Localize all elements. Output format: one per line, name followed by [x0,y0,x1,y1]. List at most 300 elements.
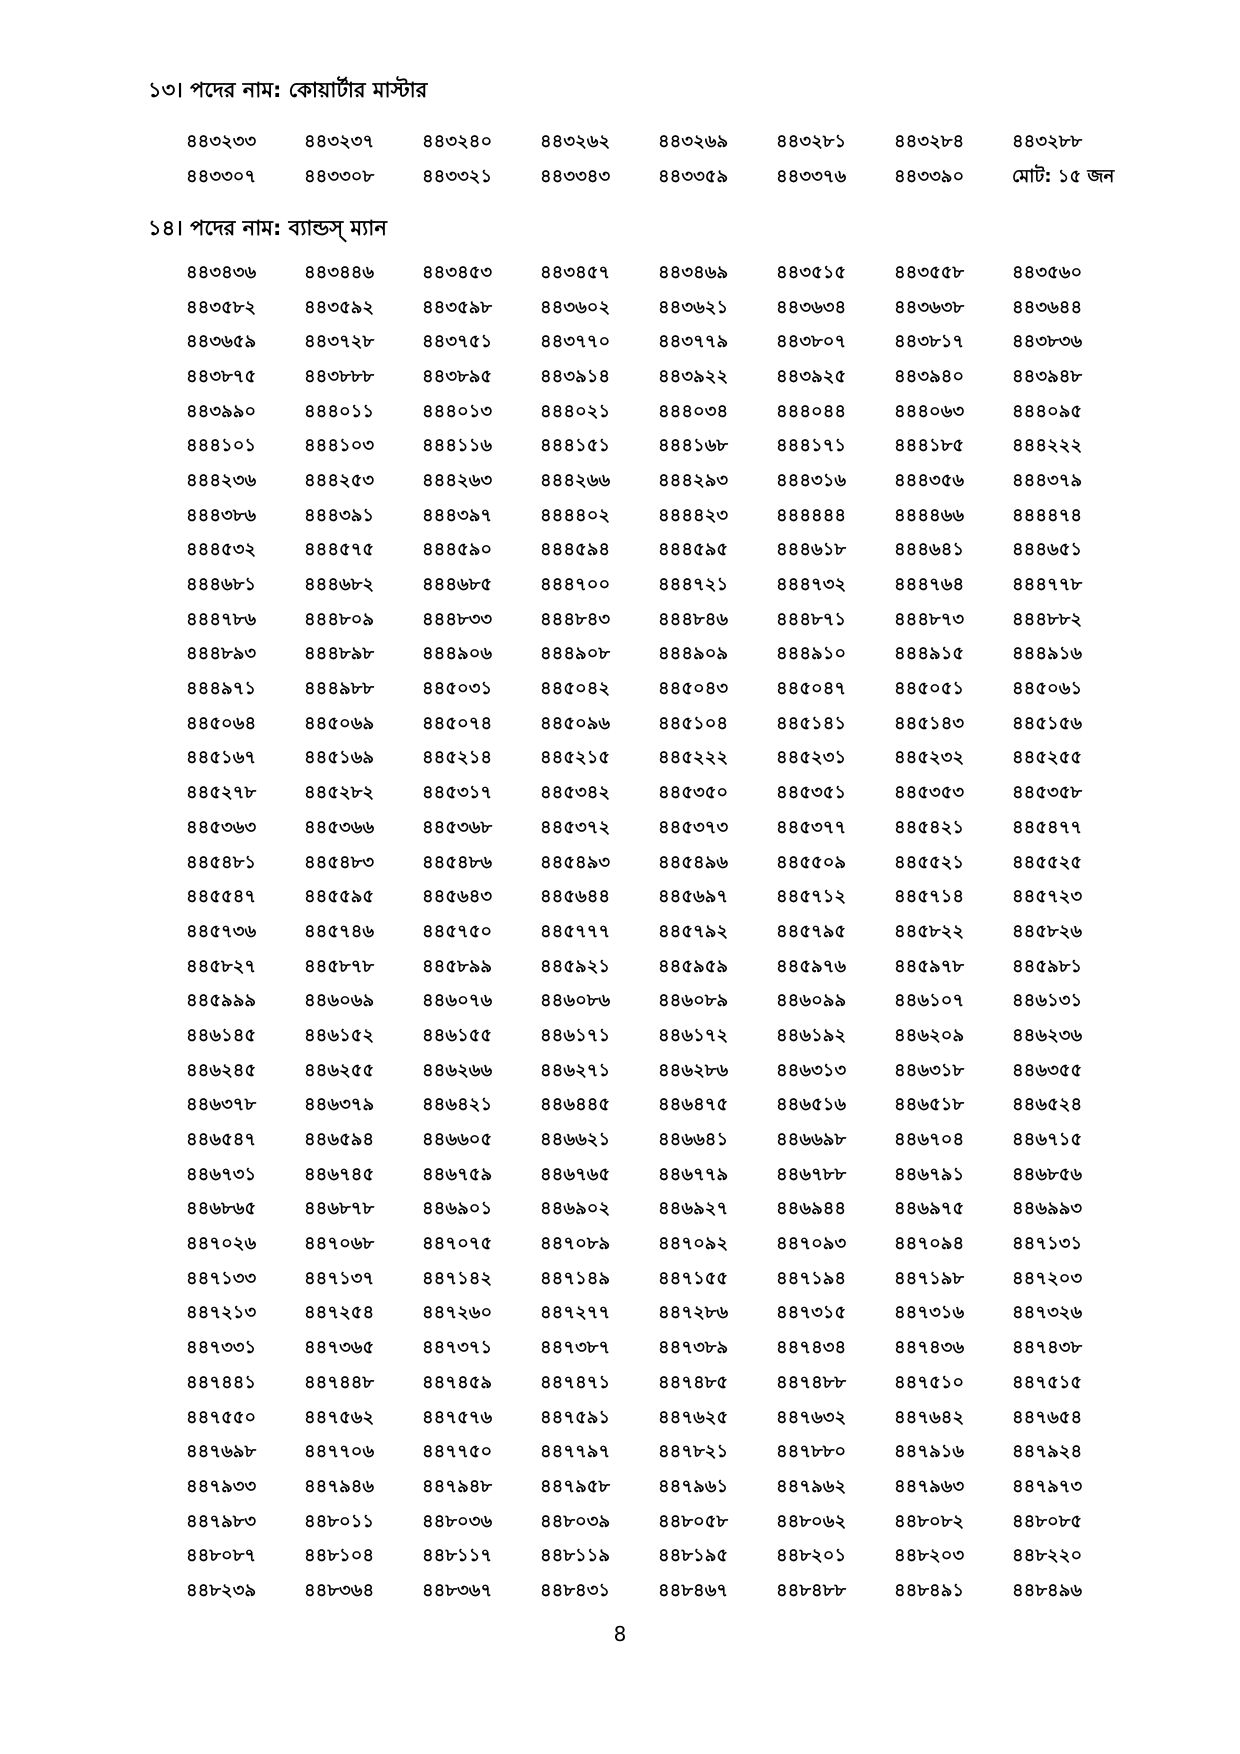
roll-number: ৪৪৪৪৪৪ [776,504,847,526]
roll-number: ৪৪৭৩৬৫ [304,1337,375,1359]
roll-number: ৪৪৩২৮১ [776,130,847,152]
roll-number: ৪৪৪২৬৩ [422,469,493,491]
roll-number: ৪৪৫৯৭৮ [894,955,965,977]
roll-number: ৪৪৩৭২৮ [304,331,375,353]
roll-number: ৪৪৭৫৫০ [186,1406,257,1428]
roll-number: ৪৪৩৮৩৬ [1012,331,1083,353]
roll-number: ৪৪৫০৭৪ [422,712,493,734]
table-row [186,1054,1132,1089]
roll-number: ৪৪৫০৬১ [1012,678,1083,700]
roll-number: ৪৪৬৩১৩ [776,1059,847,1081]
roll-number: ৪৪৭৫৭৬ [422,1406,493,1428]
roll-number-grid-quarter-master [186,125,1132,194]
roll-number: ৪৪৭৪৮৮ [776,1371,847,1393]
roll-number: ৪৪৫৩১৭ [422,782,493,804]
roll-number: ৪৪৫২১৪ [422,747,493,769]
roll-number: ৪৪৭৮৮০ [776,1441,847,1463]
roll-number: ৪৪৭৯১৬ [894,1441,965,1463]
roll-number: ৪৪৫৭৯২ [658,920,729,942]
roll-number: ৪৪৭৯৩৩ [186,1475,257,1497]
roll-number: ৪৪৭২০৩ [1012,1267,1083,1289]
roll-number: ৪৪৮১০৪ [304,1545,375,1567]
roll-number: ৪৪৩৭৫১ [422,331,493,353]
roll-number: ৪৪৫২৩১ [776,747,847,769]
roll-number: ৪৪৩৪৫৭ [540,261,611,283]
roll-number: ৪৪৬৯২৭ [658,1198,729,1220]
roll-number: ৪৪৬২৬৬ [422,1059,493,1081]
roll-number: ৪৪৬০৬৯ [304,990,375,1012]
roll-number: ৪৪৪৮৭১ [776,608,847,630]
roll-number: ৪৪৬৫৪৭ [186,1129,257,1151]
roll-number: ৪৪৫০৯৬ [540,712,611,734]
roll-number: ৪৪৭০৭৫ [422,1233,493,1255]
roll-number: ৪৪৭৩১৫ [776,1302,847,1324]
roll-number: ৪৪৬২৭১ [540,1059,611,1081]
page-number: 8 [613,1622,627,1646]
roll-number: ৪৪৫৬৪৩ [422,886,493,908]
roll-number: ৪৪৩৮৭৫ [186,365,257,387]
roll-number: ৪৪৩৩২১ [422,165,493,187]
roll-number: ৪৪৫৯৭৬ [776,955,847,977]
roll-number: ৪৪৮৩৬৪ [304,1579,375,1601]
roll-number: ৪৪৫৪৯৬ [658,851,729,873]
roll-number: ৪৪৬৭০৪ [894,1129,965,1151]
roll-number: ৪৪৭৩৭১ [422,1337,493,1359]
table-row [186,811,1132,846]
table-row [186,1158,1132,1193]
roll-number: ৪৪৭৪৫৯ [422,1371,493,1393]
roll-number: ৪৪৭৪৩৪ [776,1337,847,1359]
roll-number: ৪৪৮০১১ [304,1510,375,1532]
roll-number: ৪৪৭৯২৪ [1012,1441,1083,1463]
roll-number: ৪৪৩৩০৮ [304,165,375,187]
roll-number: ৪৪৪৮৪৬ [658,608,729,630]
roll-number: ৪৪৫২৫৫ [1012,747,1083,769]
roll-number: ৪৪৮০৮৫ [1012,1510,1083,1532]
roll-number: ৪৪৪৯১০ [776,643,847,665]
table-row [186,638,1132,673]
roll-number: ৪৪৭৭০৬ [304,1441,375,1463]
roll-number: ৪৪৫১৬৭ [186,747,257,769]
roll-number: ৪৪৩২৩৩ [186,130,257,152]
roll-number: ৪৪৭৩৩১ [186,1337,257,1359]
roll-number: ৪৪৪১৬৮ [658,435,729,457]
roll-number: ৪৪৩৪৫৩ [422,261,493,283]
roll-number: ৪৪৮৪৩১ [540,1579,611,1601]
roll-number: ৪৪৪১৮৫ [894,435,965,457]
roll-number: ৪৪৬৭৫৯ [422,1163,493,1185]
roll-number: ৪৪৩৫৯৮ [422,296,493,318]
roll-number: ৪৪৮০৩৯ [540,1510,611,1532]
roll-number: ৪৪৫৭৩৬ [186,920,257,942]
roll-number: ৪৪৬১৪৫ [186,1024,257,1046]
roll-number: ৪৪৩৪৬৯ [658,261,729,283]
roll-number: ৪৪৭৯৫৮ [540,1475,611,1497]
roll-number: ৪৪৫৭৫০ [422,920,493,942]
roll-number: ৪৪৫৮২৭ [186,955,257,977]
roll-number: ৪৪৫২৩২ [894,747,965,769]
table-row [186,1470,1132,1505]
roll-number: ৪৪৬১৭১ [540,1024,611,1046]
roll-number: ৪৪৬৫১৮ [894,1094,965,1116]
roll-number: ৪৪৬৯৭৫ [894,1198,965,1220]
roll-number: ৪৪৩২৬৯ [658,130,729,152]
roll-number: ৪৪৫৬৪৪ [540,886,611,908]
roll-number: ৪৪৩৩৯০ [894,165,965,187]
roll-number: ৪৪৮০৬২ [776,1510,847,1532]
roll-number: ৪৪৭১৪৯ [540,1267,611,1289]
roll-number: ৪৪৭০৯৩ [776,1233,847,1255]
roll-number: ৪৪৪৫৯০ [422,539,493,561]
roll-number: ৪৪৬৯০১ [422,1198,493,1220]
roll-number: ৪৪৬৩১৮ [894,1059,965,1081]
roll-number: ৪৪৬৭৯১ [894,1163,965,1185]
roll-number: ৪৪৪২৬৬ [540,469,611,491]
table-row [186,742,1132,777]
roll-number: ৪৪৬৭৭৯ [658,1163,729,1185]
roll-number: ৪৪৫৩৫৮ [1012,782,1083,804]
roll-number: ৪৪৩৬৩৪ [776,296,847,318]
roll-number: ৪৪৬৬০৫ [422,1129,493,1151]
roll-number: ৪৪৩৬৫৯ [186,331,257,353]
roll-number: ৪৪৩৫৫৮ [894,261,965,283]
roll-number: ৪৪৪০২১ [540,400,611,422]
roll-number: ৪৪৪০৩৪ [658,400,729,422]
roll-number: ৪৪৫৩৬৮ [422,816,493,838]
roll-number: ৪৪৫৭১৪ [894,886,965,908]
roll-number: ৪৪৪৭০০ [540,574,611,596]
roll-number: ৪৪৫৩৭৩ [658,816,729,838]
roll-number: ৪৪৫৫২৫ [1012,851,1083,873]
roll-number: ৪৪৩৬৪৪ [1012,296,1083,318]
roll-number: ৪৪৮১১৭ [422,1545,493,1567]
roll-number: ৪৪৫০৪৩ [658,678,729,700]
roll-number: ৪৪৩৩৪৩ [540,165,611,187]
roll-number: ৪৪৪৩১৬ [776,469,847,491]
roll-number: ৪৪৩৫৯২ [304,296,375,318]
roll-number: ৪৪৮১৯৫ [658,1545,729,1567]
roll-number: ৪৪৪৮৮২ [1012,608,1083,630]
roll-number: ৪৪৪৯৭১ [186,678,257,700]
roll-number: ৪৪৪৮৩৩ [422,608,493,630]
roll-number: ৪৪৩২৪০ [422,130,493,152]
roll-number: ৪৪৫৫৯৫ [304,886,375,908]
roll-number: ৪৪৬৯৪৪ [776,1198,847,1220]
table-row [186,846,1132,881]
roll-number: ৪৪৮২২০ [1012,1545,1083,1567]
roll-number: ৪৪৪৫৯৫ [658,539,729,561]
roll-number: ৪৪৭৬৫৪ [1012,1406,1083,1428]
roll-number: ৪৪৫০৬৪ [186,712,257,734]
roll-number: ৪৪৬৮৬৫ [186,1198,257,1220]
roll-number: ৪৪৭৯৬৩ [894,1475,965,1497]
roll-number: ৪৪৫৩৬৩ [186,816,257,838]
roll-number: ৪৪৭৬৩২ [776,1406,847,1428]
roll-number: ৪৪৭৪৪৮ [304,1371,375,1393]
roll-number: ৪৪৪২৯৩ [658,469,729,491]
roll-number: ৪৪৫৮২৬ [1012,920,1083,942]
roll-number: ৪৪৫০৪২ [540,678,611,700]
roll-number: ৪৪৫০৪৭ [776,678,847,700]
roll-number: ৪৪৩৬২১ [658,296,729,318]
roll-number: ৪৪৪০৯৫ [1012,400,1083,422]
roll-number: ৪৪৫৭২৩ [1012,886,1083,908]
roll-number: ৪৪৩৩০৭ [186,165,257,187]
roll-number: ৪৪৪৪৬৬ [894,504,965,526]
roll-number: ৪৪৭৫৬২ [304,1406,375,1428]
roll-number: ৪৪৭৪৮৫ [658,1371,729,1393]
roll-number: ৪৪৮৪৮৮ [776,1579,847,1601]
roll-number: ৪৪৫৯৮১ [1012,955,1083,977]
roll-number: ৪৪৪৭৮৬ [186,608,257,630]
roll-number: ৪৪৩৮৯৫ [422,365,493,387]
roll-number: ৪৪৫১৪১ [776,712,847,734]
roll-number: ৪৪৫৮৯৯ [422,955,493,977]
roll-number: ৪৪৫৩৫৩ [894,782,965,804]
roll-number: ৪৪৫৯৯৯ [186,990,257,1012]
roll-number: ৪৪৬৯৯৩ [1012,1198,1083,1220]
roll-number: ৪৪৭২৫৪ [304,1302,375,1324]
roll-number: ৪৪৪৮৯৮ [304,643,375,665]
roll-number: ৪৪৫৩৫১ [776,782,847,804]
roll-number: ৪৪৩৪৪৬ [304,261,375,283]
table-row [186,950,1132,985]
roll-number: ৪৪৫৮২২ [894,920,965,942]
table-row [186,1089,1132,1124]
roll-number: ৪৪৬১৯২ [776,1024,847,1046]
roll-number: ৪৪৮৪৬৭ [658,1579,729,1601]
roll-number: ৪৪৭৩২৬ [1012,1302,1083,1324]
table-row [186,984,1132,1019]
roll-number: ৪৪৫৪৭৭ [1012,816,1083,838]
table-row [186,915,1132,950]
roll-number: ৪৪৪৪০২ [540,504,611,526]
roll-number: ৪৪৭০২৬ [186,1233,257,1255]
roll-number: ৪৪৪৩৭৯ [1012,469,1083,491]
roll-number: ৪৪৬৫৯৪ [304,1129,375,1151]
roll-number: ৪৪৩৮৮৮ [304,365,375,387]
roll-number: ৪৪৪৫৭৫ [304,539,375,561]
roll-number: ৪৪৩৮০৭ [776,331,847,353]
roll-number: ৪৪৭১৫৫ [658,1267,729,1289]
roll-number: ৪৪৩২৮৮ [1012,130,1083,152]
roll-number: ৪৪৫১০৪ [658,712,729,734]
roll-number: ৪৪৩৯২২ [658,365,729,387]
roll-number: ৪৪৮৪৯১ [894,1579,965,1601]
roll-number: ৪৪৫৮৭৮ [304,955,375,977]
roll-number: ৪৪৪৯০৮ [540,643,611,665]
roll-number: ৪৪৪৬১৮ [776,539,847,561]
roll-number: ৪৪৪৩৫৬ [894,469,965,491]
roll-number: ৪৪৭৯৬২ [776,1475,847,1497]
roll-number: ৪৪৪০৬৩ [894,400,965,422]
table-row [186,256,1132,291]
roll-number: ৪৪৬২৩৬ [1012,1024,1083,1046]
roll-number: ৪৪৭০৮৯ [540,1233,611,1255]
roll-number: ৪৪৬১৫২ [304,1024,375,1046]
roll-number: ৪৪৪৯১৫ [894,643,965,665]
roll-number: ৪৪৪৬৫১ [1012,539,1083,561]
roll-number: ৪৪৬৭৬৫ [540,1163,611,1185]
roll-number: ৪৪৭৫১৫ [1012,1371,1083,1393]
roll-number-grid-bandsman [186,256,1132,1609]
roll-number: ৪৪৩৬০২ [540,296,611,318]
roll-number: ৪৪৫৪৯৩ [540,851,611,873]
table-row [186,1193,1132,1228]
roll-number: ৪৪৫৪৮১ [186,851,257,873]
table-row [186,534,1132,569]
roll-number: ৪৪৭২৮৬ [658,1302,729,1324]
roll-number: ৪৪৫১৪৩ [894,712,965,734]
table-row [186,1539,1132,1574]
total-count: মোট: ১৫ জন [1012,165,1115,187]
roll-number: ৪৪৪০১৩ [422,400,493,422]
roll-number: ৪৪৬৭৮৮ [776,1163,847,1185]
roll-number: ৪৪৪১৭১ [776,435,847,457]
roll-number: ৪৪৬৪২১ [422,1094,493,1116]
roll-number: ৪৪৬৬৪১ [658,1129,729,1151]
roll-number: ৪৪৭৫৯১ [540,1406,611,1428]
roll-number: ৪৪৭৪৩৮ [1012,1337,1083,1359]
roll-number: ৪৪৪৭২১ [658,574,729,596]
table-row [186,776,1132,811]
roll-number: ৪৪৫৫২১ [894,851,965,873]
roll-number: ৪৪৩৪৩৬ [186,261,257,283]
roll-number: ৪৪৩৩৫৯ [658,165,729,187]
table-row [186,125,1132,160]
roll-number: ৪৪৬০৯৯ [776,990,847,1012]
table-row [186,1227,1132,1262]
roll-number: ৪৪৪১১৬ [422,435,493,457]
table-row [186,1019,1132,1054]
roll-number: ৪৪৭৪৩৬ [894,1337,965,1359]
table-row [186,499,1132,534]
roll-number: ৪৪৪২৫৩ [304,469,375,491]
roll-number: ৪৪৫১৫৬ [1012,712,1083,734]
roll-number: ৪৪৩৫১৫ [776,261,847,283]
roll-number: ৪৪৬১৭২ [658,1024,729,1046]
roll-number: ৪৪৭৯৬১ [658,1475,729,1497]
table-row [186,291,1132,326]
roll-number: ৪৪৫৯৫৯ [658,955,729,977]
roll-number: ৪৪৬৫২৪ [1012,1094,1083,1116]
roll-number: ৪৪৬৪৪৫ [540,1094,611,1116]
roll-number: ৪৪৫২১৫ [540,747,611,769]
roll-number: ৪৪৫৯২১ [540,955,611,977]
roll-number: ৪৪৬১০৭ [894,990,965,1012]
roll-number: ৪৪৩৯১৪ [540,365,611,387]
roll-number: ৪৪৫৭৪৬ [304,920,375,942]
table-row [186,1331,1132,1366]
table-row [186,672,1132,707]
roll-number: ৪৪৫৪৮৩ [304,851,375,873]
roll-number: ৪৪৭৭৯৭ [540,1441,611,1463]
roll-number: ৪৪৭২৬০ [422,1302,493,1324]
roll-number: ৪৪৪৮৯৩ [186,643,257,665]
roll-number: ৪৪৫০৫১ [894,678,965,700]
roll-number: ৪৪৩২৩৭ [304,130,375,152]
roll-number: ৪৪৩২৮৪ [894,130,965,152]
roll-number: ৪৪৪০৪৪ [776,400,847,422]
roll-number: ৪৪৬৬২১ [540,1129,611,1151]
roll-number: ৪৪৩৯৪৮ [1012,365,1083,387]
roll-number: ৪৪৪৯০৯ [658,643,729,665]
table-row [186,1505,1132,1540]
table-row [186,707,1132,742]
roll-number: ৪৪৪৯৮৮ [304,678,375,700]
roll-number: ৪৪৭৯৪৮ [422,1475,493,1497]
roll-number: ৪৪৮০৮২ [894,1510,965,1532]
roll-number: ৪৪৪৮০৯ [304,608,375,630]
roll-number: ৪৪৬৩৭৮ [186,1094,257,1116]
roll-number: ৪৪৬৩৫৫ [1012,1059,1083,1081]
roll-number: ৪৪৫৩৪২ [540,782,611,804]
roll-number: ৪৪৩৭৭০ [540,331,611,353]
roll-number: ৪৪৫৬৯৭ [658,886,729,908]
roll-number: ৪৪৪১৫১ [540,435,611,457]
roll-number: ৪৪৮৩৬৭ [422,1579,493,1601]
table-row [186,395,1132,430]
table-row [186,360,1132,395]
table-row [186,1401,1132,1436]
roll-number: ৪৪৫১৬৯ [304,747,375,769]
roll-number: ৪৪৪৬৮৫ [422,574,493,596]
table-row [186,325,1132,360]
table-row [186,1262,1132,1297]
roll-number: ৪৪৪৭৩২ [776,574,847,596]
roll-number: ৪৪৬৩৭৯ [304,1094,375,1116]
table-row [186,1574,1132,1609]
roll-number: ৪৪৬২৪৫ [186,1059,257,1081]
roll-number: ৪৪৭১৩১ [1012,1233,1083,1255]
roll-number: ৪৪৩৭৭৯ [658,331,729,353]
roll-number: ৪৪৬০৭৬ [422,990,493,1012]
roll-number: ৪৪৬২০৯ [894,1024,965,1046]
roll-number: ৪৪৪৬৮১ [186,574,257,596]
roll-number: ৪৪৪১০১ [186,435,257,457]
table-row [186,880,1132,915]
roll-number: ৪৪৭৭৫০ [422,1441,493,1463]
roll-number: ৪৪৩৫৮২ [186,296,257,318]
roll-number: ৪৪৪৫৯৪ [540,539,611,561]
roll-number: ৪৪৮২০৩ [894,1545,965,1567]
roll-number: ৪৪৭৯৮৩ [186,1510,257,1532]
roll-number: ৪৪৭৪৪১ [186,1371,257,1393]
roll-number: ৪৪৭৬৯৮ [186,1441,257,1463]
roll-number: ৪৪৭৪৭১ [540,1371,611,1393]
roll-number: ৪৪৪৯১৬ [1012,643,1083,665]
roll-number: ৪৪৮১১৯ [540,1545,611,1567]
roll-number: ৪৪৭১৩৩ [186,1267,257,1289]
roll-number: ৪৪৭৩৮৭ [540,1337,611,1359]
roll-number: ৪৪৮৪৯৬ [1012,1579,1083,1601]
roll-number: ৪৪৭৮২১ [658,1441,729,1463]
roll-number: ৪৪৪৬৪১ [894,539,965,561]
roll-number: ৪৪৪৩৯১ [304,504,375,526]
roll-number: ৪৪৭০৯২ [658,1233,729,1255]
roll-number: ৪৪৭২১৩ [186,1302,257,1324]
roll-number: ৪৪৬৮৫৬ [1012,1163,1083,1185]
table-row [186,1123,1132,1158]
roll-number: ৪৪৮০৫৮ [658,1510,729,1532]
roll-number: ৪৪৩২৬২ [540,130,611,152]
roll-number: ৪৪৫৩৬৬ [304,816,375,838]
roll-number: ৪৪৫৫০৯ [776,851,847,873]
roll-number: ৪৪৮২০১ [776,1545,847,1567]
roll-number: ৪৪৩৩৭৬ [776,165,847,187]
roll-number: ৪৪৭১৯৮ [894,1267,965,1289]
roll-number: ৪৪৬০৮৬ [540,990,611,1012]
